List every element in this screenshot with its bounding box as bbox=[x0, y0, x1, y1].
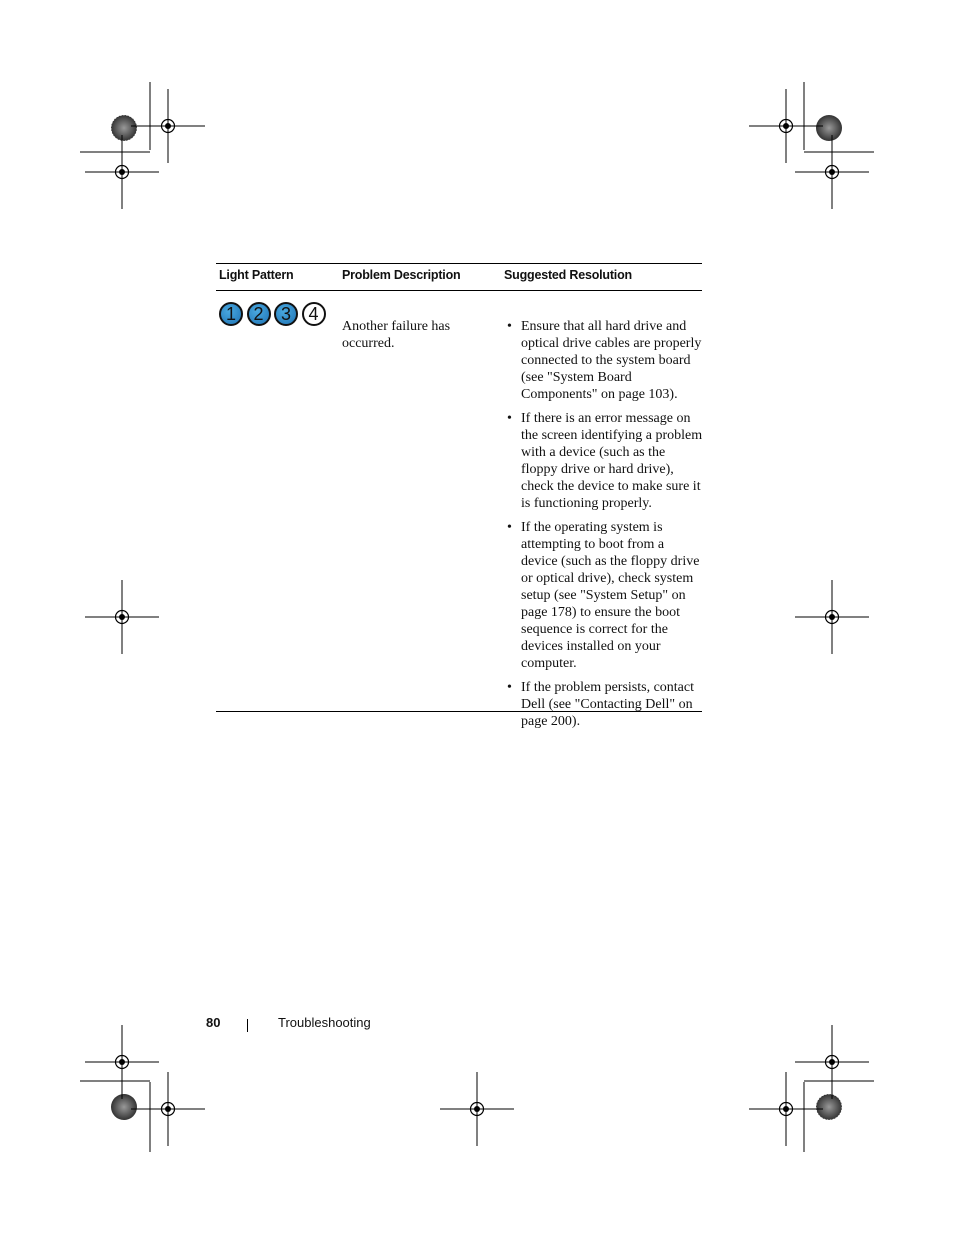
footer-divider bbox=[247, 1019, 248, 1032]
list-item: • If the operating system is attempting to boot from a device (such as the floppy drive or optical drive), check system setup (see "System Setup" on page 178) to ensure the boot sequence is correct for the devices installed on your computer. bbox=[507, 520, 700, 671]
header-problem-description: Problem Description bbox=[342, 268, 461, 282]
resolution-text: If the operating system is attempting to boot from a device (such as the floppy drive or optical drive), check system setup (see "System Setup" on page 178) to ensure the boot sequence is correct for the devices installed on your computer. bbox=[521, 520, 700, 671]
starburst-bottom-left-icon bbox=[111, 1094, 137, 1120]
diagnostic-lights-table bbox=[216, 263, 703, 729]
light-4-off-icon: 4 bbox=[302, 302, 326, 326]
section-title: Troubleshooting bbox=[278, 1015, 371, 1030]
resolution-text: Ensure that all hard drive and optical drive cables are properly connected to the system board (see "System Board Components" on page 103). bbox=[521, 319, 702, 402]
header-light-pattern: Light Pattern bbox=[219, 268, 294, 282]
starburst-top-right-icon bbox=[816, 115, 842, 141]
resolution-text: If the problem persists, contact Dell (see "Contacting Dell" on page 200). bbox=[521, 680, 695, 729]
starburst-bottom-right-icon bbox=[816, 1094, 842, 1120]
list-item: • If the problem persists, contact Dell (see "Contacting Dell" on page 200). bbox=[507, 680, 695, 729]
table-header bbox=[216, 263, 702, 291]
light-3-on-icon: 3 bbox=[274, 302, 298, 326]
header-suggested-resolution: Suggested Resolution bbox=[504, 268, 632, 282]
starburst-top-left-icon bbox=[111, 115, 137, 141]
resolution-text: If there is an error message on the screen identifying a problem with a device (such as the floppy drive or hard drive), check the device to make sure it is functioning properly. bbox=[521, 411, 703, 511]
list-item: • If there is an error message on the screen identifying a problem with a device (such as the floppy drive or hard drive), check the device to make sure it is functioning properly. bbox=[507, 411, 703, 511]
list-item: • Ensure that all hard drive and optical drive cables are properly connected to the system board (see "System Board Components" on page 103). bbox=[507, 319, 702, 402]
light-2-on-icon: 2 bbox=[247, 302, 271, 326]
problem-description: Another failure has occurred. bbox=[342, 319, 451, 351]
resolution-list bbox=[504, 318, 704, 737]
table-row bbox=[216, 291, 703, 729]
light-1-on-icon: 1 bbox=[219, 302, 243, 326]
light-pattern bbox=[219, 302, 329, 326]
page-number: 80 bbox=[206, 1015, 221, 1030]
